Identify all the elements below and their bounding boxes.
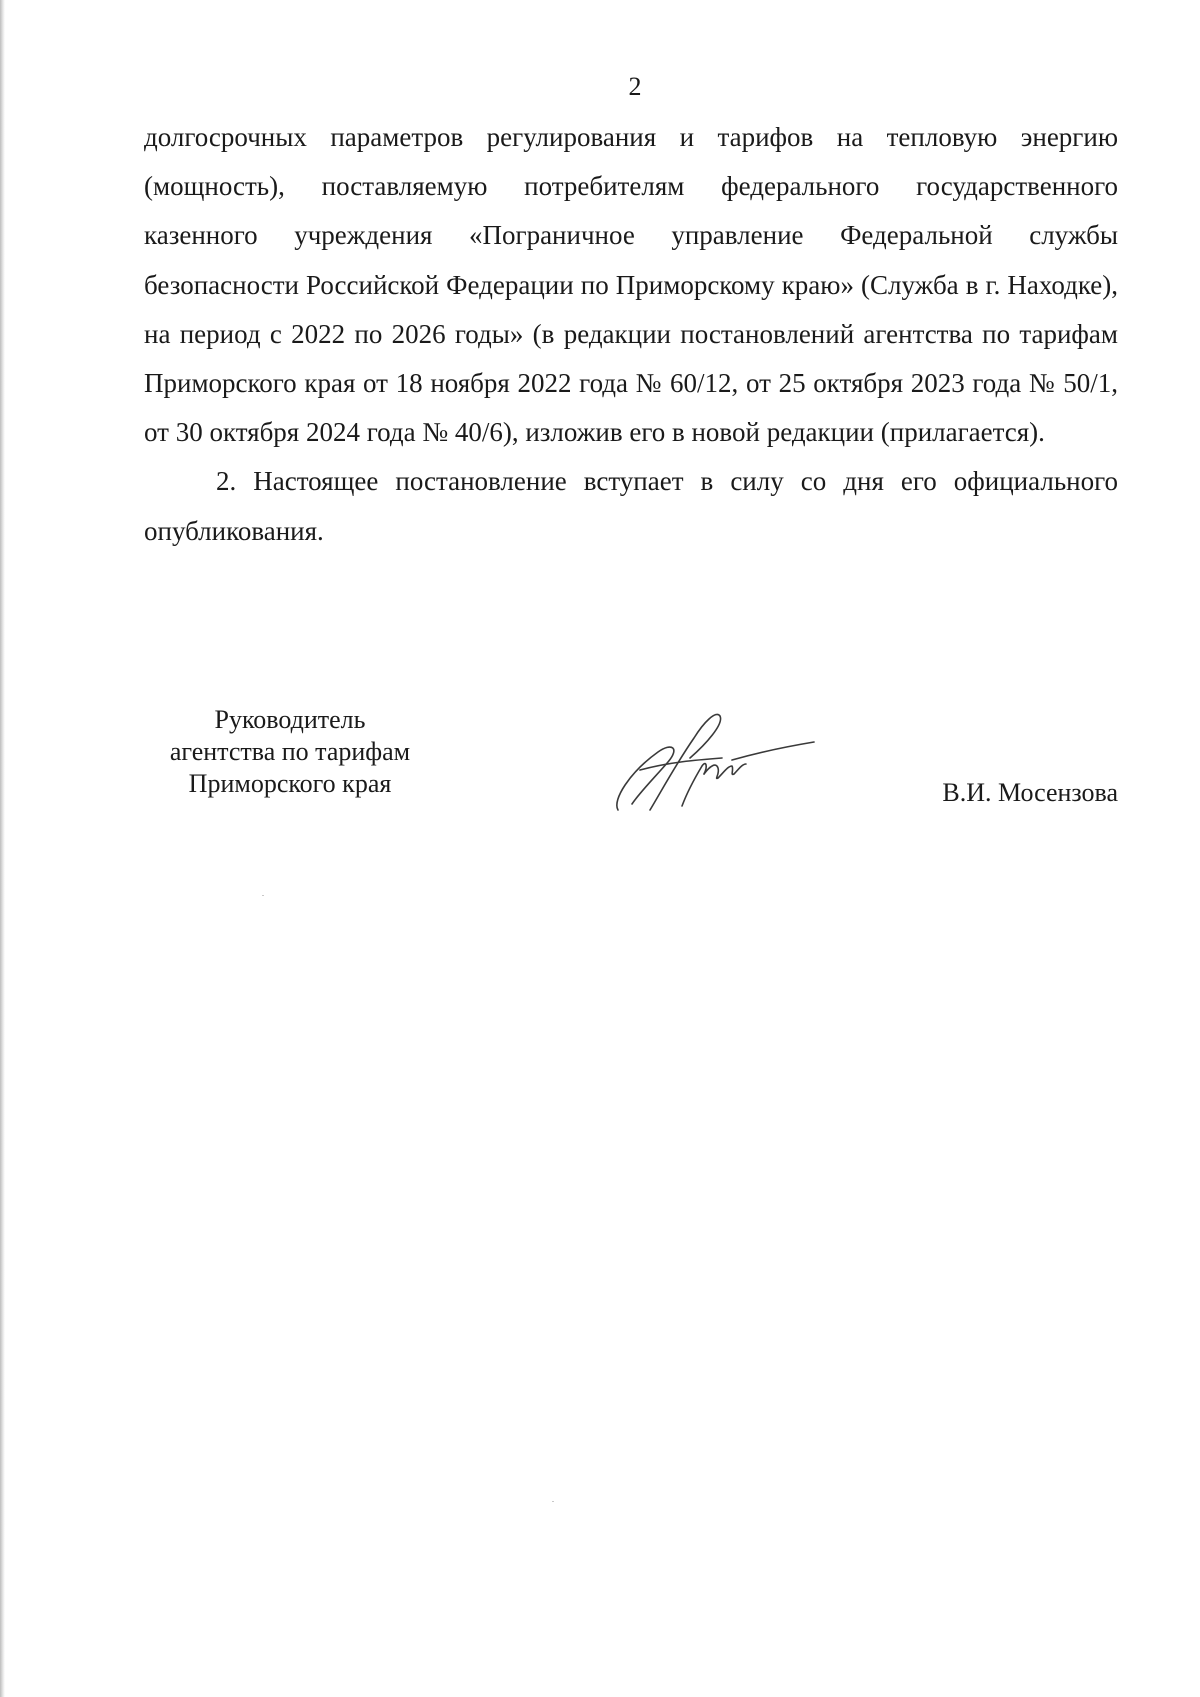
page-number: 2 (628, 72, 642, 101)
paragraph-continuation: долгосрочных параметров регулирования и тарифов на тепловую энергию (мощность), поставляемую потребителям федерального государственного казенного учреждения «Пограничное управление Федеральной службы безопасности Российской Федерации по Приморскому краю» (Служба в г. Находке), на период с 2022 по 2026 годы» (в редакции постановлений агентства по тарифам Приморского края от 18 ноября 2022 года № 60/12, от 25 октября 2023 года № 50/1, от 30 октября 2024 года № 40/6), изложив его в новой редакции (прилагается). (144, 122, 1118, 448)
handwritten-signature-icon (610, 700, 820, 820)
signer-position-line: Приморского края (188, 769, 392, 798)
signer-position-line: агентства по тарифам (169, 737, 411, 766)
document-body (144, 113, 1118, 556)
scan-edge (0, 0, 5, 1697)
paragraph-effective-date: 2. Настоящее постановление вступает в силу со дня его официального опубликования. (144, 466, 1118, 546)
scan-speck (262, 895, 264, 896)
scan-speck (552, 1501, 554, 1502)
signer-position-line: Руководитель (214, 705, 366, 734)
signer-name: В.И. Мосензова (942, 778, 1118, 807)
signer-position (140, 704, 440, 800)
